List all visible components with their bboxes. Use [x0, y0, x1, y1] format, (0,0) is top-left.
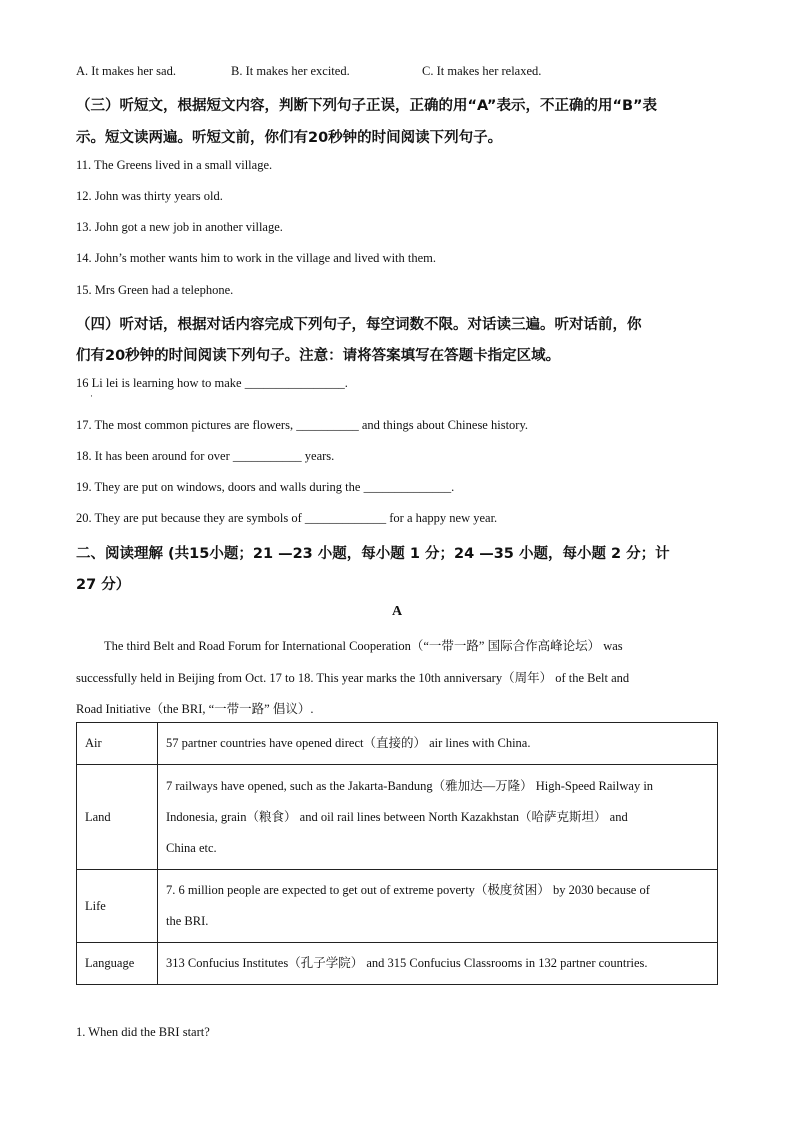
- table-cell: [158, 943, 718, 985]
- item-18: 18. It has been around for over ___________ years.: [76, 449, 335, 463]
- table-category: Language: [77, 943, 158, 985]
- table-cell-line: China etc.: [166, 840, 217, 855]
- stray-dot: ·: [90, 391, 93, 401]
- option-b: B. It makes her excited.: [231, 64, 350, 78]
- table-cell-line: the BRI.: [166, 914, 209, 928]
- passage-label: A: [391, 604, 403, 619]
- item-12: 12. John was thirty years old.: [76, 189, 223, 203]
- section4-instruction-line1: （四）听对话，根据对话内容完成下列句子，每空词数不限。对话读三遍。听对话前，你: [76, 317, 642, 333]
- table-category: Life: [77, 870, 158, 943]
- question-1: 1. When did the BRI start?: [76, 1025, 210, 1039]
- passage-line-3: Road Initiative（the BRI, “一带一路” 倡议）.: [76, 702, 314, 716]
- table-cell-line: 313 Confucius Institutes（孔子学院） and 315 Confucius Classrooms in 132 partner countries.: [166, 956, 648, 970]
- passage-line-2: successfully held in Beijing from Oct. 17 to 18. This year marks the 10th anniversary（周年） of the Belt and: [76, 671, 630, 685]
- table-cell-line: 7. 6 million people are expected to get out of extreme poverty（极度贫困） by 2030 because of: [166, 883, 650, 897]
- table-cell: [158, 765, 718, 870]
- bri-achievements-table: [76, 722, 718, 985]
- table-cell: [158, 870, 718, 943]
- item-19: 19. They are put on windows, doors and walls during the ______________.: [76, 480, 455, 494]
- section3-instruction-line2: 示。短文读两遍。听短文前，你们有20秒钟的时间阅读下列句子。: [76, 130, 503, 146]
- table-category: Air: [77, 723, 158, 765]
- part2-heading-line1: 二、阅读理解 (共15小题；21 —23 小题，每小题 1 分；24 —35 小题，每小题 2 分；计: [76, 546, 670, 562]
- table-cell-line: Indonesia, grain（粮食） and oil rail lines between North Kazakhstan（哈萨克斯坦） and: [166, 809, 628, 824]
- item-15: 15. Mrs Green had a telephone.: [76, 283, 234, 297]
- table-row: [77, 943, 718, 985]
- option-a: A. It makes her sad.: [76, 64, 176, 78]
- table-cell-line: 57 partner countries have opened direct（直接的） air lines with China.: [166, 736, 531, 750]
- item-11: 11. The Greens lived in a small village.: [76, 158, 273, 172]
- item-13: 13. John got a new job in another village.: [76, 220, 283, 234]
- option-c: C. It makes her relaxed.: [422, 64, 542, 78]
- item-20: 20. They are put because they are symbols of _____________ for a happy new year.: [76, 511, 498, 525]
- section4-instruction-line2: 们有20秒钟的时间阅读下列句子。注意：请将答案填写在答题卡指定区域。: [76, 348, 561, 364]
- table-cell-line: 7 railways have opened, such as the Jakarta-Bandung（雅加达—万隆） High-Speed Railway in: [166, 778, 654, 793]
- table-category: Land: [77, 765, 158, 870]
- table-cell: [158, 723, 718, 765]
- item-14: 14. John’s mother wants him to work in the village and lived with them.: [76, 251, 437, 265]
- table-row: [77, 723, 718, 765]
- item-17: 17. The most common pictures are flowers, __________ and things about Chinese history.: [76, 418, 529, 432]
- section3-instruction-line1: （三）听短文，根据短文内容，判断下列句子正误，正确的用“A”表示，不正确的用“B”表: [76, 98, 658, 114]
- item-16: 16 Li lei is learning how to make ________________.: [76, 376, 348, 390]
- table-row: [77, 870, 718, 943]
- part2-heading-line2: 27 分）: [76, 577, 131, 593]
- passage-line-1: The third Belt and Road Forum for International Cooperation（“一带一路” 国际合作高峰论坛） was: [104, 639, 623, 653]
- table-row: [77, 765, 718, 870]
